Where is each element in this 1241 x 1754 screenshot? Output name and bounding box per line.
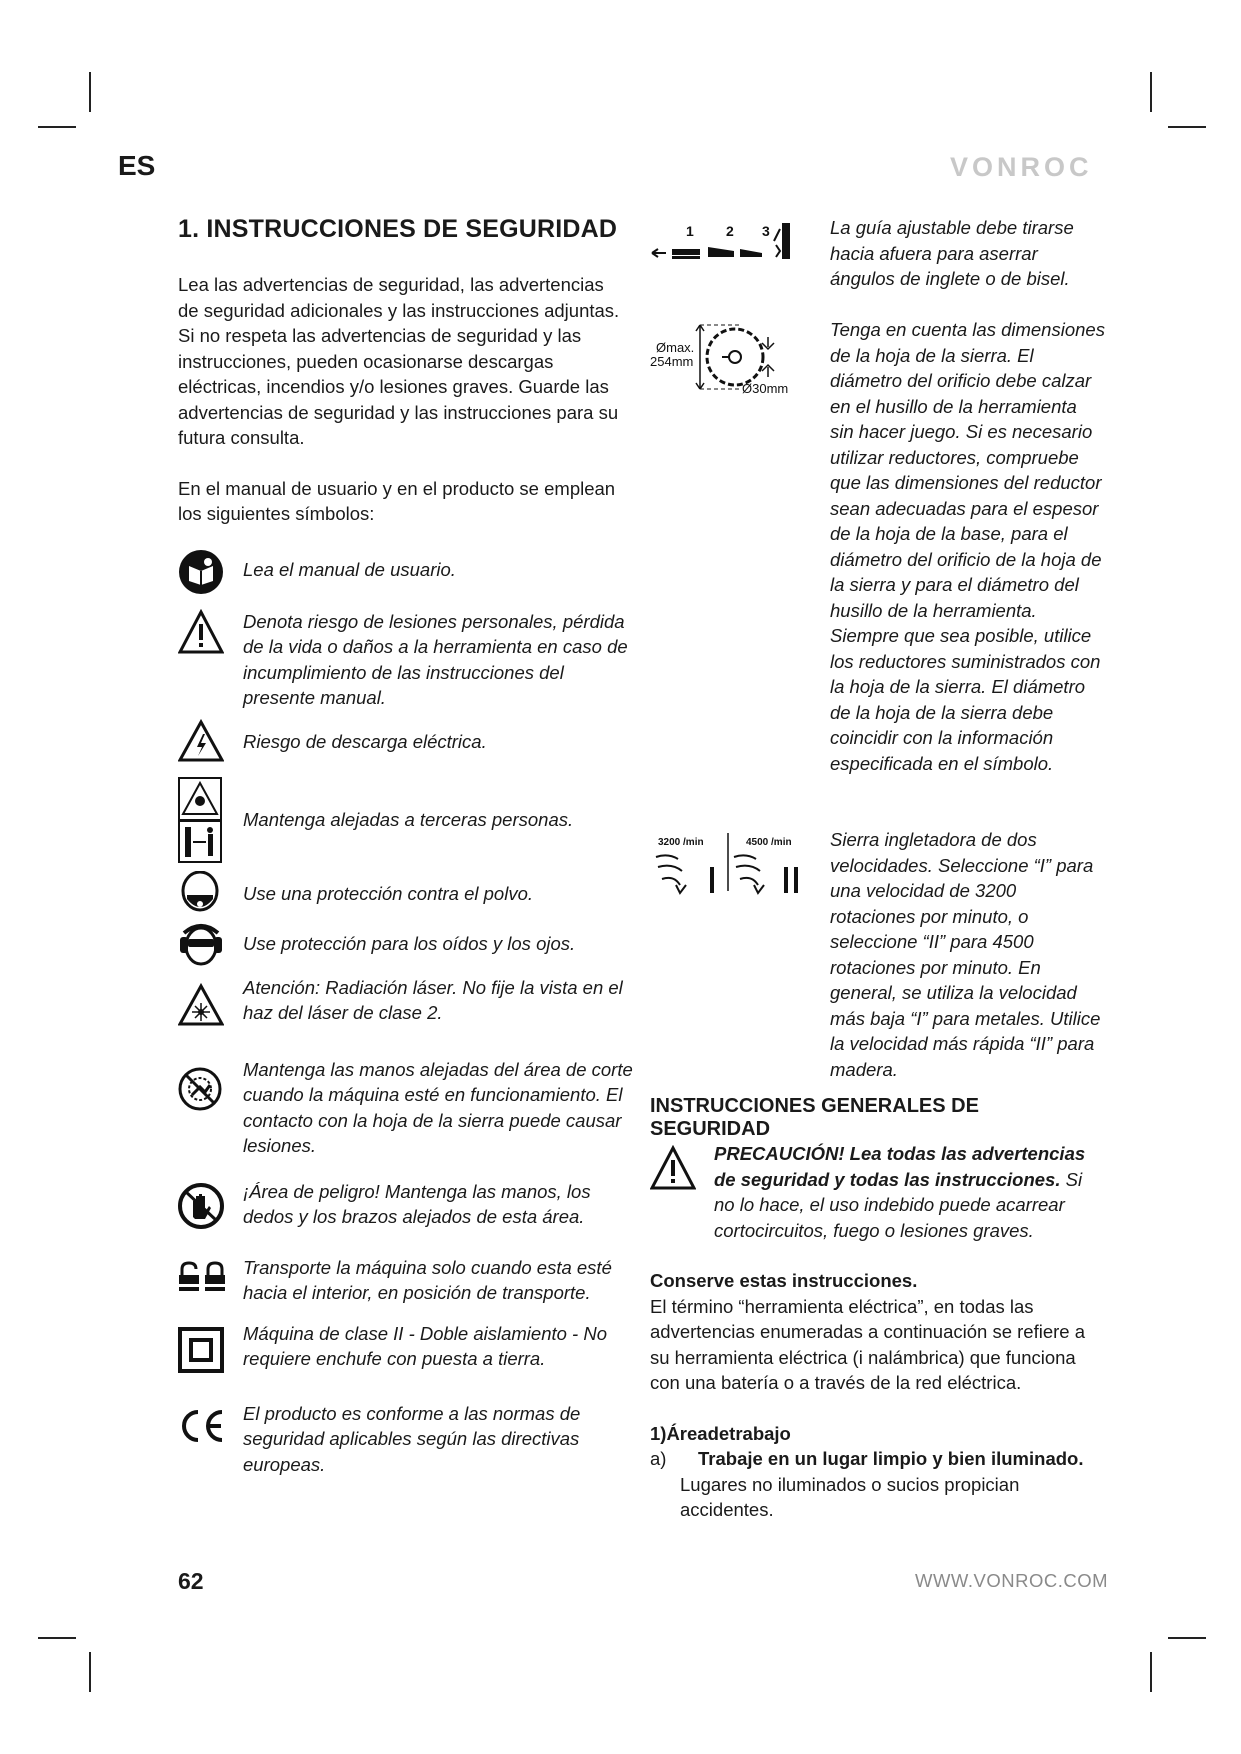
speed-label: 4500 /min — [746, 837, 792, 848]
symbol-text: Denota riesgo de lesiones personales, pérdida de la vida o daños a la herramienta en caso de incumplimiento de las instrucciones del presente manual. — [243, 610, 628, 708]
read-manual-icon — [178, 549, 228, 595]
symbol-text: La guía ajustable debe tirarse hacia afuera para aserrar ángulos de inglete o de bisel. — [830, 217, 1074, 289]
ce-mark-icon — [178, 1409, 228, 1443]
list-item-text: Lugares no iluminados o sucios propician accidentes. — [680, 1473, 1020, 1520]
general-safety-section — [650, 1095, 1100, 1523]
brand-logo: VONROC — [950, 152, 1093, 182]
symbol-text: Use una protección contra el polvo. — [243, 882, 534, 904]
keep-bystanders-away-icon — [178, 777, 228, 863]
blade-label: Ømax. — [656, 340, 695, 355]
symbol-row — [178, 976, 623, 1027]
symbol-text: Mantenga las manos alejadas del área de corte cuando la máquina esté en funcionamiento. El contacto con la hoja de la sierra puede causar lesiones. — [243, 1058, 633, 1156]
symbol-text: Transporte la máquina solo cuando esta esté hacia el interior, en posición de transporte. — [243, 1256, 612, 1303]
symbol-row — [178, 777, 574, 863]
list-item-label: a) — [650, 1448, 667, 1469]
symbol-text: Use protección para los oídos y los ojos. — [243, 932, 576, 954]
crop-mark — [1168, 1637, 1206, 1639]
warning-triangle-icon — [178, 609, 228, 655]
keep-instructions-title: Conserve estas instrucciones. — [650, 1270, 918, 1291]
warning-triangle-icon — [650, 1145, 696, 1196]
page-number: 62 — [178, 1568, 204, 1594]
fence-label: 3 — [762, 223, 770, 239]
intro-paragraph: Lea las advertencias de seguridad, las advertencias de seguridad adicionales y las instrucciones adjuntas. Si no respeta las advertencias de seguridad y las instrucciones, pueden ocasionarse descargas eléctricas, incendios y/o lesiones graves. Guarde las advertencias de seguridad y las instrucciones para su futura consulta. — [178, 274, 620, 448]
general-safety-title: INSTRUCCIONES GENERALES DE SEGURIDAD — [650, 1095, 979, 1140]
symbol-text: Atención: Radiación láser. No fije la vista en el haz del láser de clase 2. — [243, 976, 623, 1023]
keep-instructions-text: El término “herramienta eléctrica”, en todas las advertencias enumeradas a continuación se refiere a su herramienta eléctrica (i nalámbrica) que funciona con una batería o a través de la red eléctrica. — [650, 1295, 1086, 1393]
symbol-text: Mantenga alejadas a terceras personas. — [243, 808, 574, 830]
caution-bold: PRECAUCIÓN! Lea todas las advertencias de seguridad y todas las instrucciones. — [714, 1143, 1086, 1190]
speed-label: 3200 /min — [658, 837, 704, 848]
symbol-text: El producto es conforme a las normas de seguridad aplicables según las directivas europeas. — [243, 1402, 581, 1475]
crop-mark — [1150, 1652, 1152, 1692]
class-ii-double-insulation-icon — [178, 1327, 228, 1373]
crop-mark — [89, 1652, 91, 1692]
symbol-row — [178, 1058, 633, 1156]
dust-mask-icon — [178, 871, 228, 915]
hands-away-blade-icon — [178, 1067, 228, 1111]
symbol-row — [178, 609, 628, 708]
ear-eye-protection-icon — [178, 921, 228, 967]
symbol-row — [178, 1180, 591, 1229]
list-item-title: Trabaje en un lugar limpio y bien iluminado. — [698, 1448, 1084, 1469]
symbol-text: Máquina de clase II - Doble aislamiento - No requiere enchufe con puesta a tierra. — [243, 1322, 608, 1369]
symbol-row — [178, 871, 534, 915]
adjustable-fence-icon — [650, 219, 810, 284]
symbol-row — [178, 921, 576, 967]
symbol-row — [178, 1322, 608, 1373]
crop-mark — [1150, 72, 1152, 112]
language-code: ES — [118, 150, 156, 181]
symbols-intro: En el manual de usuario y en el producto se emplean los siguientes símbolos: — [178, 477, 616, 524]
symbol-text: Riesgo de descarga eléctrica. — [243, 730, 487, 752]
symbol-row — [178, 549, 456, 595]
work-area-title: 1)Áreadetrabajo — [650, 1422, 791, 1444]
electric-shock-icon — [178, 719, 228, 763]
caution-text — [714, 1141, 1100, 1243]
list-item — [650, 1446, 1100, 1523]
symbol-text: Lea el manual de usuario. — [243, 558, 456, 580]
danger-zone-hand-icon — [178, 1183, 228, 1229]
left-column — [178, 215, 633, 1475]
crop-mark — [38, 126, 76, 128]
blade-label: 254mm — [650, 354, 694, 369]
fence-label: 2 — [726, 223, 734, 239]
symbol-row — [178, 1256, 612, 1303]
crop-mark — [38, 1637, 76, 1639]
crop-mark — [89, 72, 91, 112]
caution-block — [650, 1141, 1100, 1243]
section-title: 1. INSTRUCCIONES DE SEGURIDAD — [178, 215, 618, 243]
footer-url: WWW.VONROC.COM — [915, 1570, 1109, 1591]
symbol-text: Tenga en cuenta las dimensiones de la hoja de la sierra. El diámetro del orificio debe calzar en el husillo de la herramienta sin hacer juego. Si es necesario utilizar reductores, compruebe que las dimensiones del reductor sean adecuadas para el espesor de la hoja de la base, para el diámetro del orificio de la hoja de la sierra y para el diámetro del husillo de la herramienta. Siempre que sea posible, utilice los reductores suministrados con la hoja de la sierra. El diámetro de la hoja de la sierra debe coincidir con la información especificada en el símbolo. — [830, 319, 1105, 774]
laser-warning-icon — [178, 983, 228, 1027]
two-speed-icon — [650, 827, 810, 904]
blade-dimensions-icon — [650, 317, 810, 402]
blade-label: Ø30mm — [742, 381, 789, 396]
caution-rest: Si no lo hace, el uso indebido puede acarrear cortocircuitos, fuego o lesiones graves. — [714, 1168, 1083, 1241]
symbol-text: Sierra ingletadora de dos velocidades. Seleccione “I” para una velocidad de 3200 rotaciones por minuto, o seleccione “II” para 4500 rotaciones por minuto. En general, se utiliza la velocidad más baja “I” para metales. Utilice la velocidad más rápida “II” para madera. — [830, 829, 1101, 1080]
transport-lock-icon — [178, 1261, 228, 1293]
symbol-text: ¡Área de peligro! Mantenga las manos, los dedos y los brazos alejados de esta área. — [243, 1180, 591, 1227]
symbol-row — [178, 719, 487, 763]
symbol-row — [178, 1402, 581, 1475]
fence-label: 1 — [686, 223, 694, 239]
crop-mark — [1168, 126, 1206, 128]
